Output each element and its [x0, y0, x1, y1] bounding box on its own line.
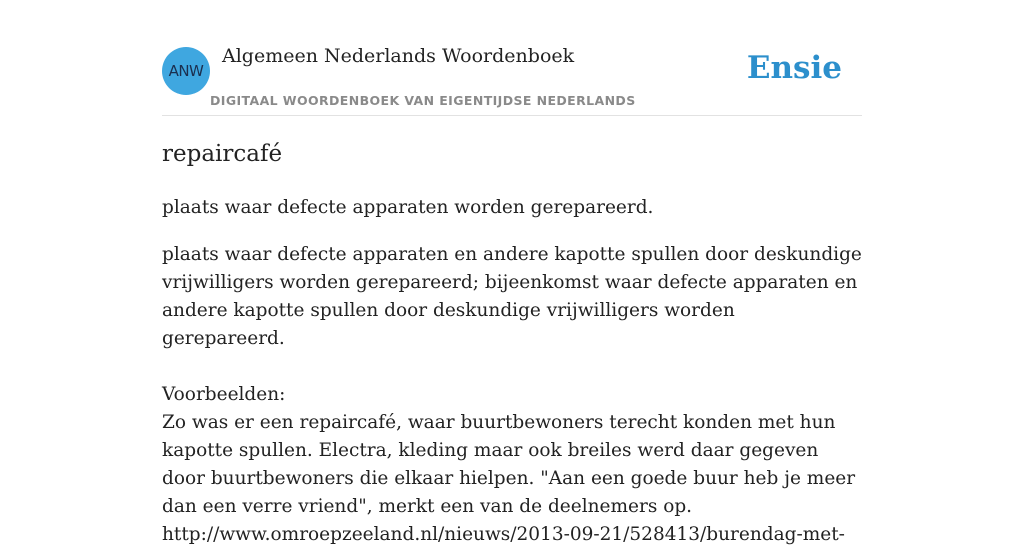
- ensie-logo[interactable]: Ensie: [746, 50, 842, 86]
- site-header: [162, 40, 862, 116]
- example-text: Zo was er een repaircafé, waar buurtbewoners terecht konden met hun kapotte spullen. Electra, kleding maar ook breiles werd daar gegeven door buurtbewoners die elkaar hielpen. "Aan een goede buur heb je meer dan een verre vriend", merkt een van de deelnemers op.: [162, 412, 856, 517]
- example-source-link[interactable]: http://www.omroepzeeland.nl/nieuws/2013-09-21/528413/burendag-met-: [162, 524, 845, 545]
- site-subtitle: DIGITAAL WOORDENBOEK VAN EIGENTIJDSE NEDERLANDS: [210, 93, 636, 108]
- anw-logo[interactable]: ANW: [162, 47, 210, 95]
- entry-content: [162, 136, 862, 549]
- short-definition: plaats waar defecte apparaten worden gerepareerd.: [162, 197, 654, 218]
- examples-label: Voorbeelden:: [162, 384, 286, 405]
- entry-headword: repaircafé: [162, 141, 283, 167]
- long-definition: plaats waar defecte apparaten en andere kapotte spullen door deskundige vrijwilligers worden gerepareerd; bijeenkomst waar defecte apparaten en andere kapotte spullen door deskundige vrijwilligers worden gerepareerd.: [162, 244, 862, 349]
- site-title[interactable]: Algemeen Nederlands Woordenboek: [222, 45, 575, 67]
